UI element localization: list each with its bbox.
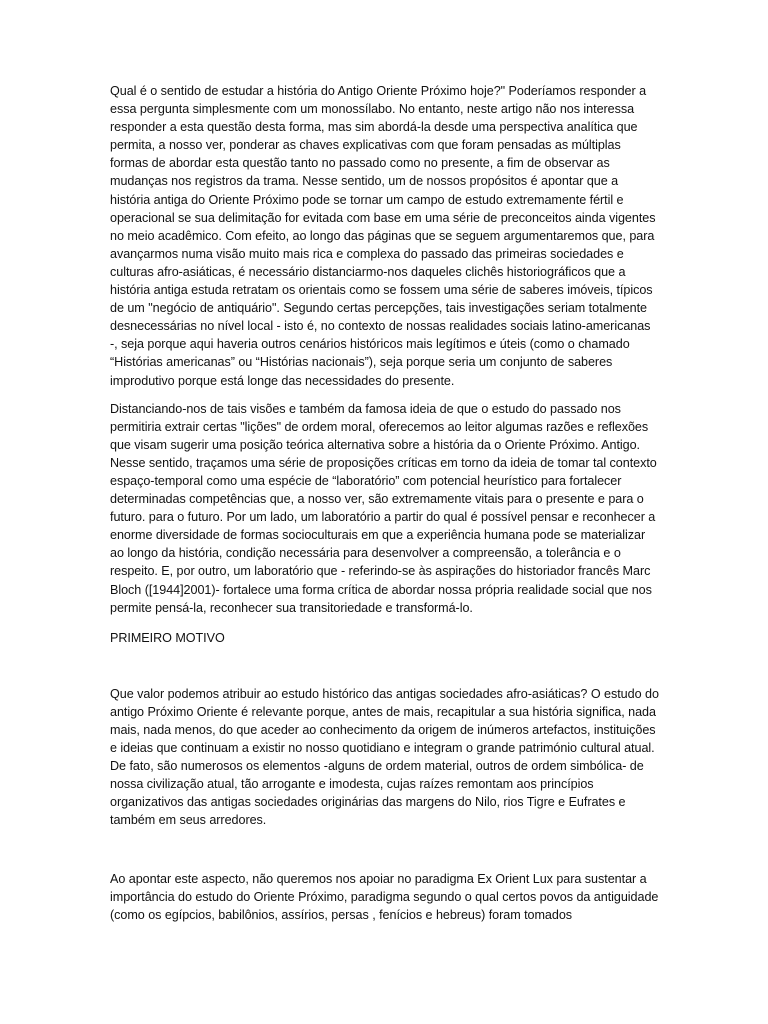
section-heading: PRIMEIRO MOTIVO <box>110 630 225 645</box>
paragraph-laboratory: Distanciando-nos de tais visões e também da famosa ideia de que o estudo do passado nos permitiria extrair certas "lições" de ordem moral, oferecemos ao leitor algumas razões e reflexões que visam sugerir uma posição teórica alternativa sobre a história da o Oriente Próximo. Antigo. Nesse sentido, traçamos uma série de proposições críticas em torno da ideia de tomar tal contexto espaço-temporal como uma espécie de “laboratório” com potencial heurístico para fortalecer determinadas competências que, a nosso ver, são extremamente vitais para o presente e para o futuro. para o futuro. Por um lado, um laboratório a partir do qual é possível pensar e reconhecer a enorme diversidade de formas socioculturais em que a experiência humana pode se materializar ao longo da história, condição necessária para desenvolver a compreensão, a tolerância e o respeito. E, por outro, um laboratório que - referindo-se às aspirações do historiador francês Marc Bloch ([1944]2001)- fortalece uma forma crítica de abordar nossa própria realidade social que nos permite pensá-la, reconhecer sua transitoriedade e transformá-lo. <box>110 401 657 615</box>
paragraph-first-motive: Que valor podemos atribuir ao estudo histórico das antigas sociedades afro-asiáticas? O estudo do antigo Próximo Oriente é relevante porque, antes de mais, recapitular a sua história significa, nada mais, nada menos, do que aceder ao conhecimento da origem de inúmeros artefactos, instituições e ideias que continuam a existir no nosso quotidiano e integram o grande património cultural atual. De fato, são numerosos os elementos -alguns de ordem material, outros de ordem simbólica- de nossa civilização atual, tão arrogante e imodesta, cujas raízes remontam aos princípios organizativos das antigas sociedades originárias das margens do Nilo, rios Tigre e Eufrates e também em seus arredores. <box>110 686 659 828</box>
paragraph-ex-orient-lux: Ao apontar este aspecto, não queremos nos apoiar no paradigma Ex Orient Lux para sustentar a importância do estudo do Oriente Próximo, paradigma segundo o qual certos povos da antiguidade (como os egípcios, babilônios, assírios, persas , fenícios e hebreus) foram tomados <box>110 871 659 922</box>
paragraph-intro: Qual é o sentido de estudar a história do Antigo Oriente Próximo hoje?" Poderíamos responder a essa pergunta simplesmente com um monossílabo. No entanto, neste artigo não nos interessa responder a esta questão desta forma, mas sim abordá-la desde uma perspectiva analítica que permita, a nosso ver, ponderar as chaves explicativas com que foram pensadas as múltiplas formas de abordar esta questão tanto no passado como no presente, a fim de observar as mudanças nos registros da trama. Nesse sentido, um de nossos propósitos é apontar que a história antiga do Oriente Próximo pode se tornar um campo de estudo extremamente fértil e operacional se sua delimitação for evitada com base em uma série de preconceitos ainda vigentes no meio acadêmico. Com efeito, ao longo das páginas que se seguem argumentaremos que, para avançarmos numa visão muito mais rica e complexa do passado das primeiras sociedades e culturas afro-asiáticas, é necessário distanciarmo-nos daqueles clichês historiográficos que a história antiga estuda retratam os orientais como se fossem uma série de saberes imóveis, típicos de um "negócio de antiquário". Segundo certas percepções, tais investigações seriam totalmente desnecessárias no nível local - isto é, no contexto de nossas realidades sociais latino-americanas -, seja porque aqui haveria outros cenários históricos mais legítimos e úteis (como o chamado “Histórias americanas” ou “Histórias nacionais”), seja porque seria um conjunto de saberes improdutivo porque está longe das necessidades do presente. <box>110 84 656 388</box>
document-body <box>110 82 660 924</box>
